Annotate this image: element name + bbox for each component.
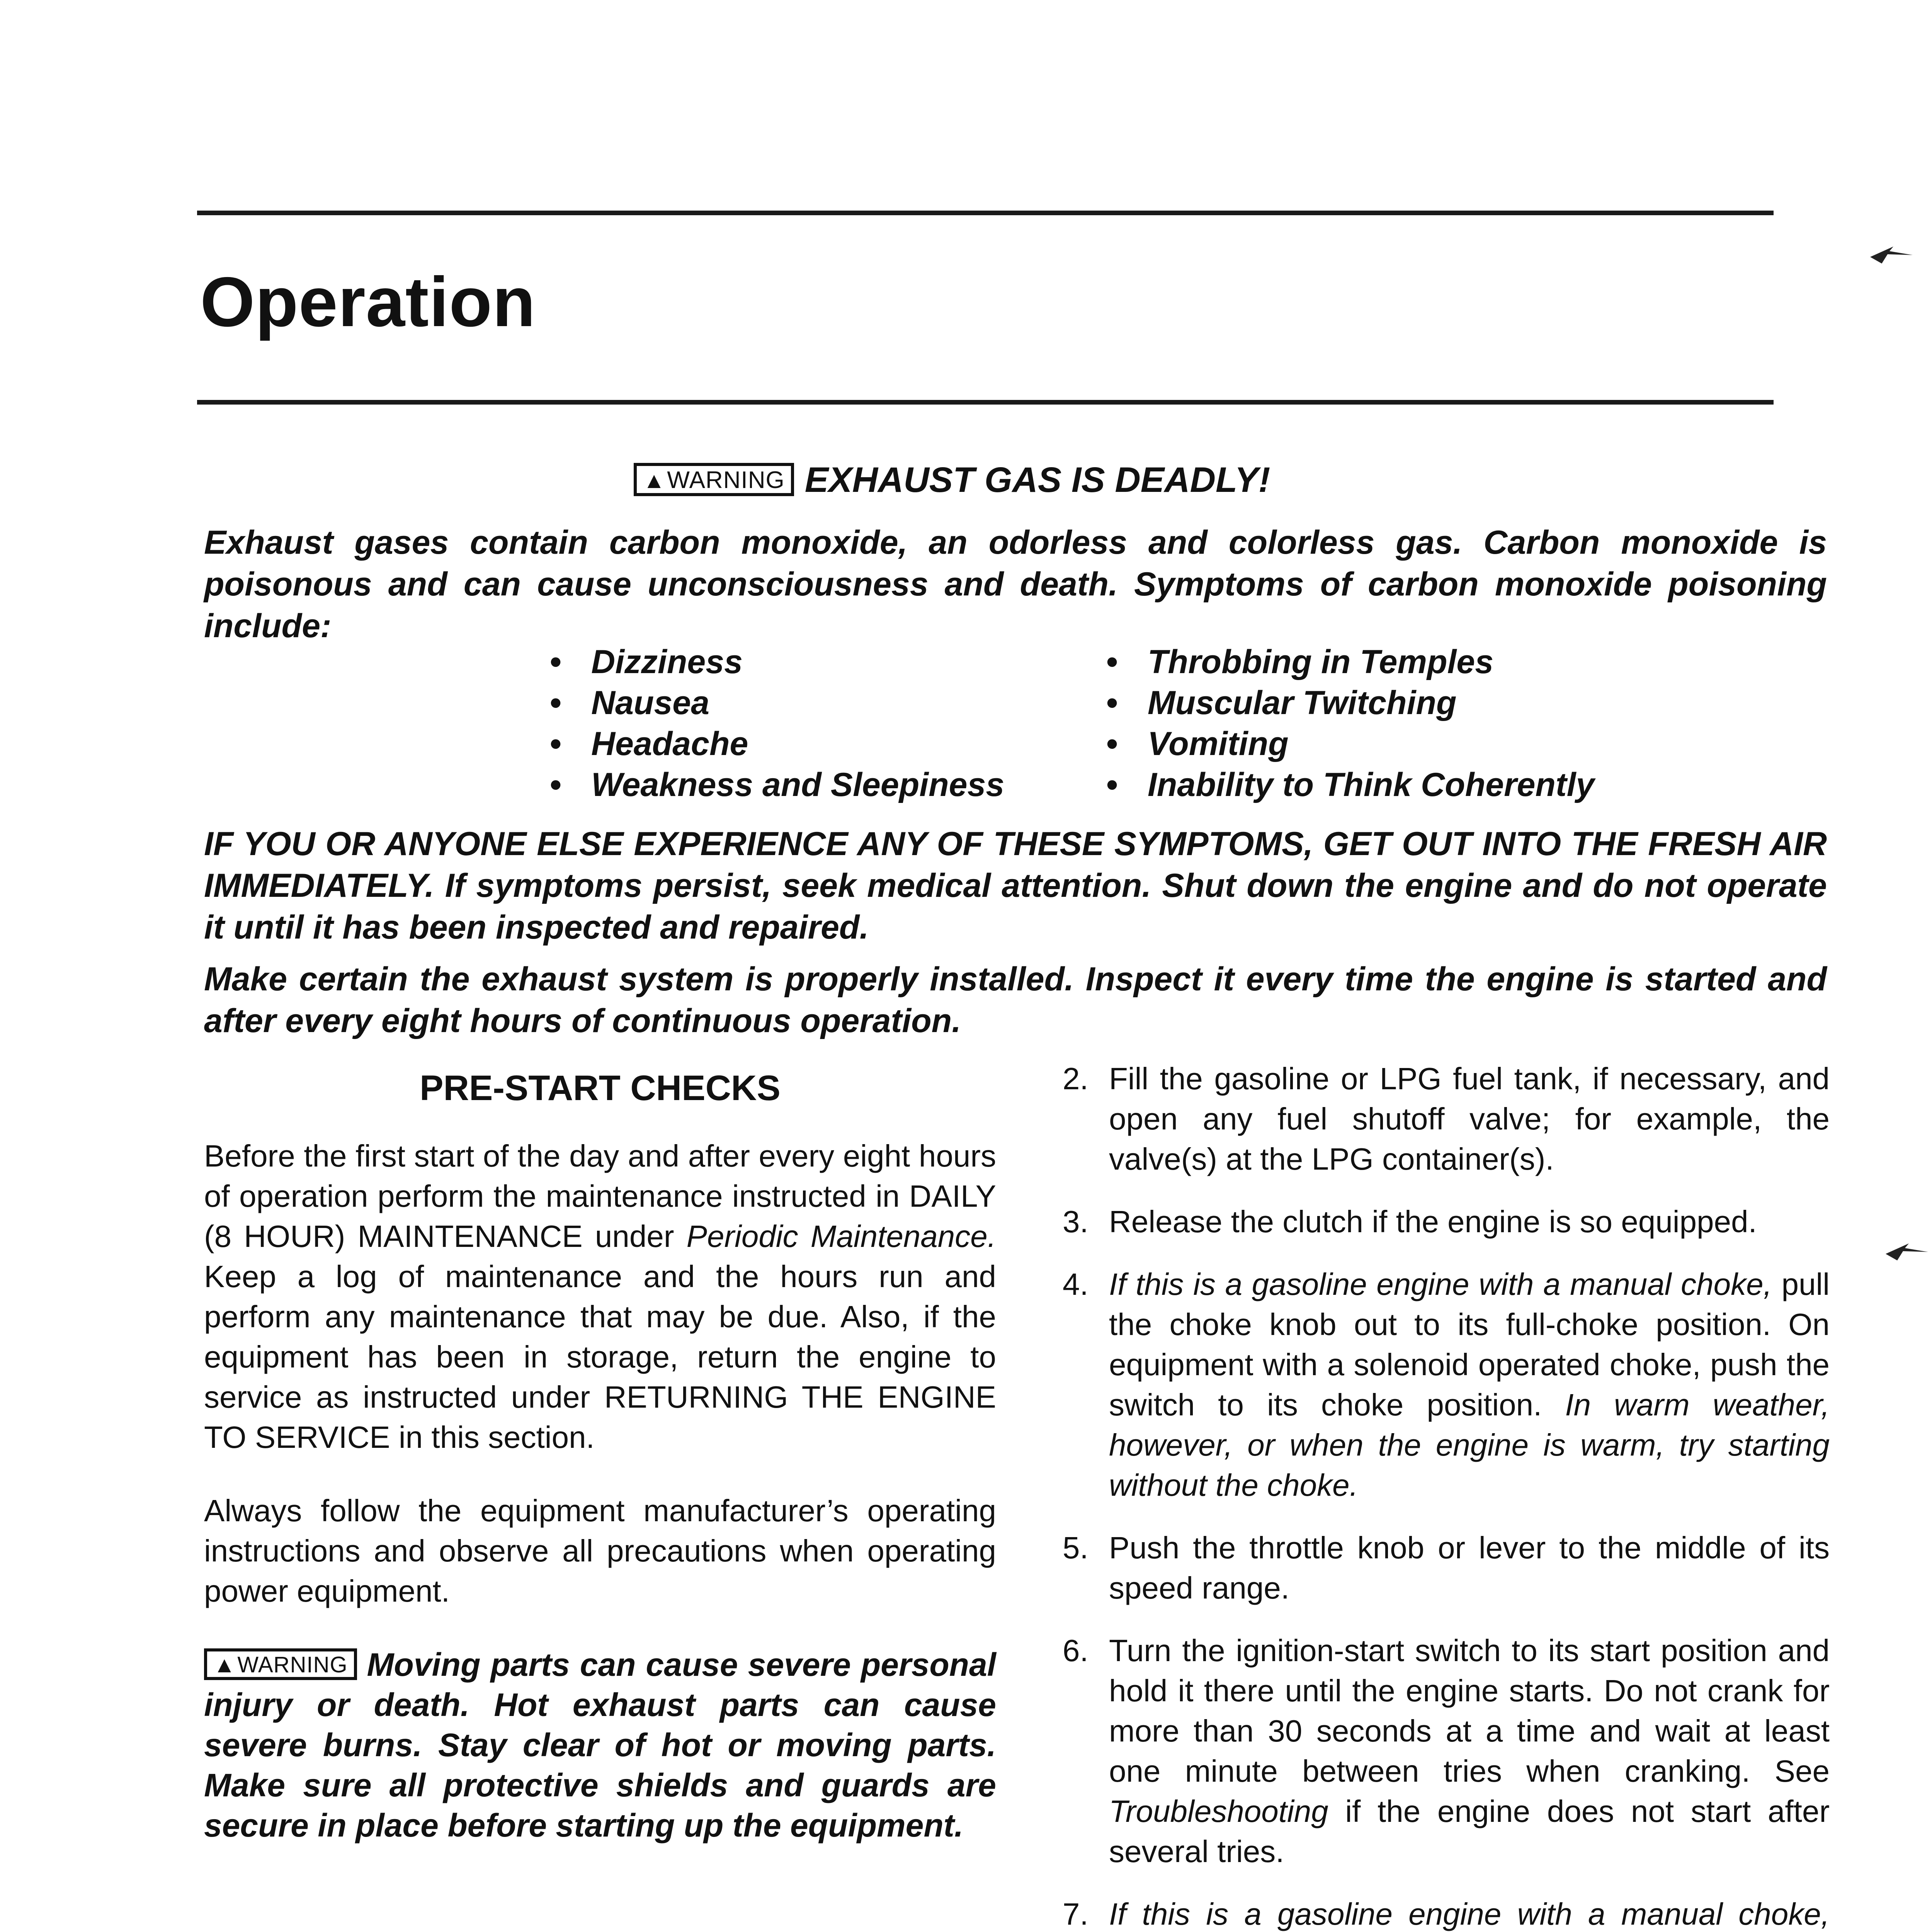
step-number: 7.: [1063, 1897, 1088, 1931]
troubleshooting-ref: Troubleshooting: [1109, 1794, 1328, 1828]
symptom-item: • Nausea: [541, 682, 1082, 723]
step-item: 6. Turn the ignition-start switch to its start position and hold it there until the engine starts. Do not crank for more than 30 seconds at a time and wait at least one minute between tries when cranking. See Troubleshooting if the engine does not start after several tries.: [1063, 1631, 1830, 1872]
step-number: 4.: [1063, 1267, 1088, 1301]
margin-mark-icon: [1866, 240, 1917, 267]
manufacturer-instructions-paragraph: Always follow the equipment manufacturer’s operating instructions and observe all precautions when operating power equipment.: [204, 1493, 996, 1608]
warning-signal-box: ▲WARNING: [634, 463, 794, 496]
left-column: [204, 1136, 996, 1879]
symptom-item: • Muscular Twitching: [1097, 682, 1754, 723]
step-item: 5. Push the throttle knob or lever to the middle of its speed range.: [1063, 1528, 1830, 1608]
symptom-item: • Headache: [541, 723, 1082, 764]
exhaust-warning-intro: Exhaust gases contain carbon monoxide, an odorless and colorless gas. Carbon monoxide is poisonous and can cause unconsciousness and death. Symptoms of carbon monoxide poisoning include:: [204, 524, 1827, 645]
symptom-item: • Dizziness: [541, 641, 1082, 682]
symptom-list-left: [541, 641, 1082, 805]
warning-triangle-icon: ▲: [643, 468, 666, 493]
step-item: 7. If this is a gasoline engine with a manual choke,: [1063, 1894, 1830, 1932]
warning-triangle-icon: ▲: [213, 1652, 236, 1677]
step-number: 3.: [1063, 1204, 1088, 1239]
exhaust-warning-heading: ▲WARNING EXHAUST GAS IS DEADLY!: [634, 462, 1270, 499]
periodic-maintenance-ref: Periodic Maintenance.: [686, 1219, 997, 1253]
symptom-item: • Inability to Think Coherently: [1097, 764, 1754, 805]
right-column: [1063, 1059, 1830, 1932]
symptom-item: • Vomiting: [1097, 723, 1754, 764]
step-item: 3. Release the clutch if the engine is so equipped.: [1063, 1202, 1830, 1242]
step-number: 2.: [1063, 1061, 1088, 1096]
pre-start-checks-heading: PRE-START CHECKS: [420, 1068, 781, 1108]
symptom-item: • Weakness and Sleepiness: [541, 764, 1082, 805]
warning-signal-box: ▲WARNING: [204, 1648, 357, 1680]
step-item: 4. If this is a gasoline engine with a manual choke, pull the choke knob out to its full-choke position. On equipment with a solenoid operated choke, push the switch to its choke position. In warm weather, however, or when the engine is warm, try starting without the choke.: [1063, 1264, 1830, 1505]
margin-mark-icon: [1882, 1236, 1932, 1264]
step-number: 5.: [1063, 1531, 1088, 1565]
header-bottom-rule: [197, 400, 1774, 405]
starting-steps: [1063, 1059, 1830, 1932]
page-title: Operation: [200, 262, 536, 341]
pre-start-paragraph: Before the first start of the day and after every eight hours of operation perform the maintenance instructed in DAILY (8 HOUR) MAINTENANCE under Periodic Maintenance. Keep a log of maintenance and the hours run and perform any maintenance that may be due. Also, if the equipment has been in storage, return the engine to service as instructed under RETURNING THE ENGINE TO SERVICE in this section.: [204, 1139, 997, 1454]
symptom-item: • Throbbing in Temples: [1097, 641, 1754, 682]
symptom-list-right: [1097, 641, 1754, 805]
header-top-rule: [197, 211, 1774, 215]
step-number: 6.: [1063, 1633, 1088, 1668]
exhaust-inspect-note: Make certain the exhaust system is properly installed. Inspect it every time the engine is started and after every eight hours of continuous operation.: [204, 961, 1827, 1039]
moving-parts-warning: ▲WARNING Moving parts can cause severe personal injury or death. Hot exhaust parts can cause severe burns. Stay clear of hot or moving parts. Make sure all protective shields and guards are secure in place before starting up the equipment.: [204, 1646, 997, 1844]
exhaust-warning-action: IF YOU OR ANYONE ELSE EXPERIENCE ANY OF THESE SYMPTOMS, GET OUT INTO THE FRESH AIR IMMEDIATELY. If symptoms persist, seek medical attention. Shut down the engine and do not operate it until it has been inspected and repaired.: [204, 825, 1827, 946]
step-item: 2. Fill the gasoline or LPG fuel tank, if necessary, and open any fuel shutoff valve; for example, the valve(s) at the LPG container(s).: [1063, 1059, 1830, 1179]
